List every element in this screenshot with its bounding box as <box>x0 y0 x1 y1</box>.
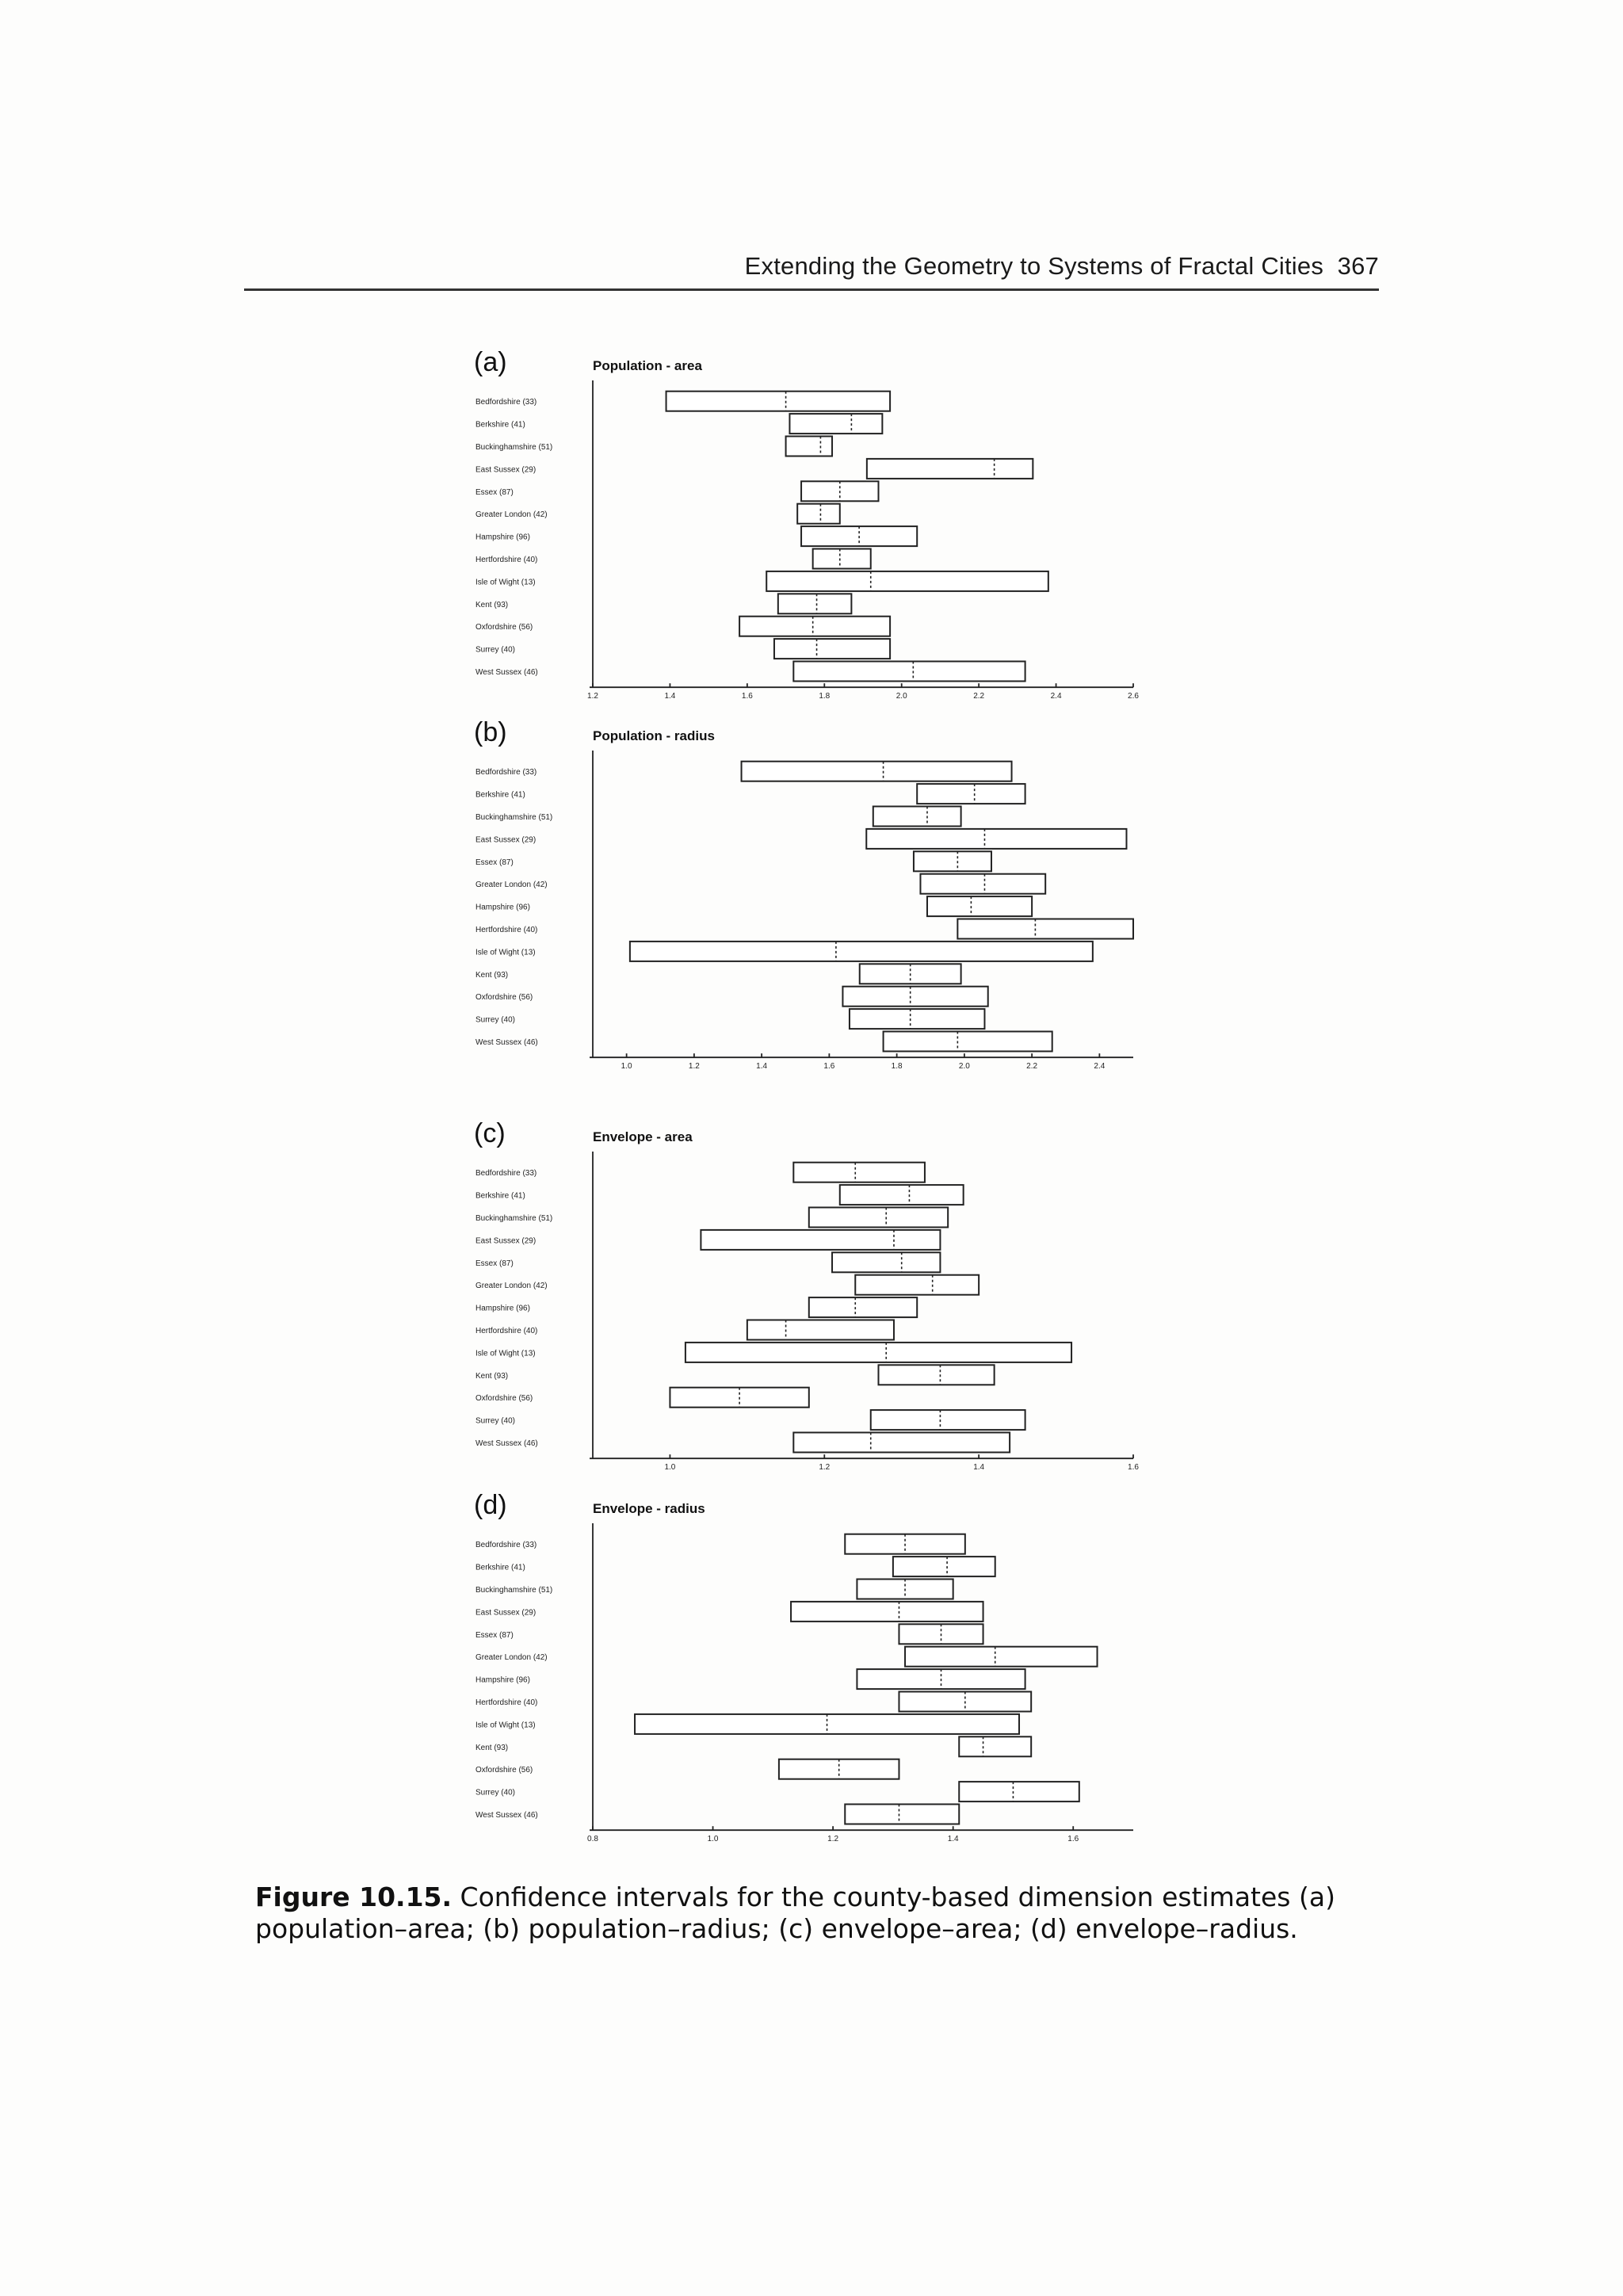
x-tick-label: 2.4 <box>1094 1062 1106 1072</box>
row-label: Oxfordshire (56) <box>475 1394 533 1404</box>
row-label: Hertfordshire (40) <box>475 926 538 934</box>
confidence-interval-box <box>893 1557 995 1576</box>
x-tick-label: 1.2 <box>587 692 598 701</box>
x-tick-label: 2.0 <box>896 692 907 701</box>
row-label: East Sussex (29) <box>475 465 537 475</box>
row-label: Greater London (42) <box>475 1282 548 1291</box>
row-label: Bedfordshire (33) <box>475 768 537 777</box>
confidence-interval-box <box>920 874 1045 894</box>
row-label: Buckinghamshire (51) <box>475 813 553 822</box>
confidence-interval-box <box>845 1805 959 1824</box>
x-tick-label: 2.2 <box>1026 1062 1038 1072</box>
confidence-interval-box <box>884 1032 1052 1052</box>
row-label: Hampshire (96) <box>475 533 530 542</box>
confidence-interval-box <box>742 762 1012 781</box>
row-label: Buckinghamshire (51) <box>475 443 553 452</box>
running-header-title: Extending the Geometry to Systems of Fractal Cities <box>744 252 1324 280</box>
confidence-interval-box <box>666 392 891 411</box>
row-label: Berkshire (41) <box>475 420 525 430</box>
row-label: Greater London (42) <box>475 510 548 520</box>
confidence-interval-box <box>786 437 832 457</box>
row-label: Isle of Wight (13) <box>475 578 536 587</box>
row-label: Hertfordshire (40) <box>475 556 538 564</box>
row-label: Greater London (42) <box>475 881 548 890</box>
chart-panel-c <box>0 1120 1173 1484</box>
x-tick-label: 1.0 <box>621 1062 632 1072</box>
row-label: East Sussex (29) <box>475 1608 537 1618</box>
page-number: 367 <box>1337 252 1379 280</box>
row-label: Hampshire (96) <box>475 1304 530 1313</box>
chart-panel-d <box>0 1492 1173 1856</box>
panel-letter: (a) <box>474 349 507 377</box>
row-label: Hampshire (96) <box>475 903 530 912</box>
figure-caption <box>255 1881 1396 1945</box>
x-tick-label: 2.4 <box>1050 692 1062 701</box>
x-tick-label: 1.4 <box>947 1835 959 1844</box>
row-label: Isle of Wight (13) <box>475 948 536 957</box>
row-label: Bedfordshire (33) <box>475 398 537 407</box>
confidence-interval-box <box>747 1320 894 1340</box>
confidence-interval-box <box>959 1736 1031 1756</box>
confidence-interval-box <box>842 987 987 1007</box>
row-label: Hertfordshire (40) <box>475 1698 538 1707</box>
row-label: Hampshire (96) <box>475 1675 530 1685</box>
row-label: Buckinghamshire (51) <box>475 1214 553 1223</box>
chart-panel-a <box>0 349 1173 713</box>
x-tick-label: 1.6 <box>1128 1463 1139 1473</box>
x-tick-label: 1.8 <box>819 692 831 701</box>
confidence-interval-box <box>855 1275 979 1295</box>
row-label: Berkshire (41) <box>475 790 525 800</box>
confidence-interval-box <box>793 1433 1010 1453</box>
confidence-interval-box <box>905 1647 1097 1667</box>
x-tick-label: 1.0 <box>707 1835 719 1844</box>
row-label: Surrey (40) <box>475 1015 516 1025</box>
x-tick-label: 1.2 <box>688 1062 700 1072</box>
confidence-interval-box <box>789 414 882 434</box>
row-label: Kent (93) <box>475 1743 509 1752</box>
panel-title: Population - radius <box>593 728 715 743</box>
x-tick-label: 2.0 <box>958 1062 970 1072</box>
confidence-interval-box <box>793 662 1025 682</box>
row-label: East Sussex (29) <box>475 835 537 845</box>
confidence-interval-box <box>927 896 1032 916</box>
confidence-interval-box <box>630 942 1093 961</box>
confidence-interval-box <box>809 1208 948 1228</box>
chart-panel-b <box>0 719 1173 1083</box>
row-label: Buckinghamshire (51) <box>475 1586 553 1595</box>
header-rule <box>244 288 1379 291</box>
row-label: East Sussex (29) <box>475 1236 537 1246</box>
x-tick-label: 1.0 <box>664 1463 676 1473</box>
row-label: Surrey (40) <box>475 1788 516 1797</box>
x-tick-label: 1.2 <box>819 1463 831 1473</box>
x-tick-label: 1.4 <box>973 1463 985 1473</box>
confidence-interval-box <box>957 919 1133 939</box>
panel-title: Envelope - area <box>593 1129 693 1144</box>
confidence-interval-box <box>832 1252 940 1272</box>
x-tick-label: 2.6 <box>1128 692 1139 701</box>
row-label: Essex (87) <box>475 487 514 497</box>
confidence-interval-box <box>873 807 961 827</box>
confidence-interval-box <box>867 459 1033 479</box>
confidence-interval-box <box>850 1009 985 1029</box>
confidence-interval-box <box>766 571 1048 591</box>
x-tick-label: 1.6 <box>823 1062 835 1072</box>
running-header <box>0 252 1379 281</box>
row-label: Surrey (40) <box>475 645 516 655</box>
panel-title: Population - area <box>593 358 702 373</box>
confidence-interval-box <box>793 1163 925 1182</box>
row-label: Kent (93) <box>475 970 509 980</box>
panel-letter: (d) <box>474 1492 507 1520</box>
row-label: Berkshire (41) <box>475 1191 525 1201</box>
panel-title: Envelope - radius <box>593 1501 705 1516</box>
row-label: Kent (93) <box>475 600 509 609</box>
row-label: Kent (93) <box>475 1371 509 1381</box>
row-label: Hertfordshire (40) <box>475 1327 538 1335</box>
row-label: Isle of Wight (13) <box>475 1721 536 1730</box>
x-tick-label: 1.6 <box>741 692 753 701</box>
row-label: Berkshire (41) <box>475 1563 525 1572</box>
row-label: Bedfordshire (33) <box>475 1541 537 1550</box>
confidence-interval-box <box>701 1230 940 1250</box>
row-label: Essex (87) <box>475 1630 514 1640</box>
row-label: West Sussex (46) <box>475 668 538 677</box>
row-label: West Sussex (46) <box>475 1038 538 1047</box>
row-label: Isle of Wight (13) <box>475 1349 536 1358</box>
x-tick-label: 2.2 <box>973 692 985 701</box>
confidence-interval-box <box>685 1343 1071 1362</box>
x-tick-label: 1.4 <box>664 692 676 701</box>
confidence-interval-box <box>774 639 890 659</box>
confidence-interval-box <box>778 594 852 613</box>
x-tick-label: 0.8 <box>587 1835 598 1844</box>
row-label: West Sussex (46) <box>475 1439 538 1448</box>
x-tick-label: 1.6 <box>1067 1835 1079 1844</box>
x-tick-label: 1.8 <box>891 1062 903 1072</box>
x-tick-label: 1.2 <box>827 1835 839 1844</box>
row-label: Essex (87) <box>475 858 514 867</box>
figure-label: Figure 10.15. <box>255 1881 453 1912</box>
confidence-interval-box <box>791 1602 983 1622</box>
x-tick-label: 1.4 <box>756 1062 768 1072</box>
panel-letter: (c) <box>474 1120 506 1148</box>
panel-letter: (b) <box>474 719 507 747</box>
confidence-interval-box <box>809 1297 917 1317</box>
row-label: West Sussex (46) <box>475 1811 538 1820</box>
confidence-interval-box <box>813 549 871 569</box>
row-label: Oxfordshire (56) <box>475 993 533 1003</box>
row-label: Bedfordshire (33) <box>475 1169 537 1179</box>
confidence-interval-box <box>739 617 890 636</box>
figure-caption-text: Confidence intervals for the county-based dimension estimates (a) population–area; (b) population–radius; (c) envelope–area; (d) envelope–radius. <box>255 1881 1335 1944</box>
confidence-interval-box <box>959 1782 1079 1801</box>
row-label: Essex (87) <box>475 1259 514 1268</box>
row-label: Oxfordshire (56) <box>475 623 533 632</box>
row-label: Surrey (40) <box>475 1416 516 1426</box>
confidence-interval-box <box>840 1185 964 1205</box>
confidence-interval-box <box>914 851 991 871</box>
confidence-interval-box <box>878 1365 994 1385</box>
confidence-interval-box <box>797 504 840 524</box>
row-label: Oxfordshire (56) <box>475 1766 533 1775</box>
confidence-interval-box <box>917 784 1025 804</box>
row-label: Greater London (42) <box>475 1653 548 1663</box>
confidence-interval-box <box>866 829 1126 849</box>
confidence-interval-box <box>871 1410 1025 1430</box>
